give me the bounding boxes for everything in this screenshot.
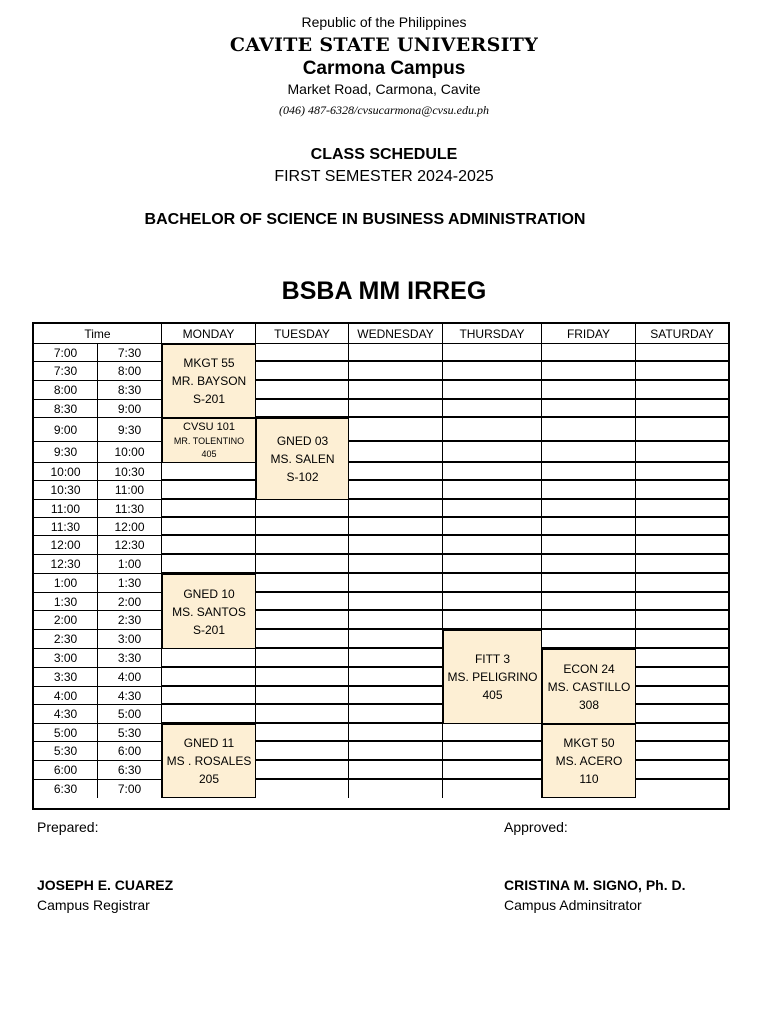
class-instructor: MS . ROSALES bbox=[166, 754, 252, 768]
class-room: 405 bbox=[482, 688, 503, 702]
class-instructor: MR. BAYSON bbox=[171, 374, 247, 388]
time-slot-start: 8:00 bbox=[34, 381, 98, 400]
time-slot-end: 1:30 bbox=[98, 574, 162, 593]
time-slot-end: 3:30 bbox=[98, 649, 162, 668]
time-slot-start: 9:00 bbox=[34, 418, 98, 442]
time-slot-start: 3:00 bbox=[34, 649, 98, 668]
class-code: MKGT 50 bbox=[563, 736, 615, 750]
program-name: BACHELOR OF SCIENCE IN BUSINESS ADMINISTRATION bbox=[144, 211, 586, 228]
time-slot-end: 6:00 bbox=[98, 742, 162, 761]
time-slot-end: 2:00 bbox=[98, 593, 162, 611]
campus-address: Market Road, Carmona, Cavite bbox=[287, 81, 481, 97]
time-slot-end: 8:00 bbox=[98, 362, 162, 381]
day-header-friday: FRIDAY bbox=[542, 324, 636, 344]
day-header-wednesday: WEDNESDAY bbox=[349, 324, 443, 344]
time-slot-end: 11:00 bbox=[98, 481, 162, 500]
time-slot-start: 7:00 bbox=[34, 344, 98, 362]
time-slot-start: 6:00 bbox=[34, 761, 98, 780]
time-slot-end: 11:30 bbox=[98, 500, 162, 518]
class-code: CVSU 101 bbox=[183, 421, 235, 433]
time-slot-end: 8:30 bbox=[98, 381, 162, 400]
class-code: GNED 10 bbox=[183, 586, 235, 601]
time-slot-end: 10:00 bbox=[98, 442, 162, 463]
time-slot-end: 10:30 bbox=[98, 463, 162, 481]
time-slot-start: 1:00 bbox=[34, 574, 98, 593]
class-room: 110 bbox=[579, 772, 599, 786]
time-slot-start: 8:30 bbox=[34, 400, 98, 418]
class-room: S-102 bbox=[286, 470, 319, 484]
prepared-label: Prepared: bbox=[37, 819, 99, 835]
time-slot-start: 1:30 bbox=[34, 593, 98, 611]
class-room: 405 bbox=[201, 449, 217, 459]
time-slot-start: 2:00 bbox=[34, 611, 98, 630]
class-block bbox=[162, 724, 256, 798]
class-code: GNED 11 bbox=[183, 736, 235, 750]
class-instructor: MS. ACERO bbox=[555, 754, 623, 768]
time-slot-end: 3:00 bbox=[98, 630, 162, 649]
time-column-header: Time bbox=[34, 324, 162, 344]
schedule-title: CLASS SCHEDULE bbox=[310, 146, 458, 163]
class-room: 205 bbox=[198, 772, 220, 786]
time-slot-start: 4:30 bbox=[34, 705, 98, 724]
time-slot-start: 5:30 bbox=[34, 742, 98, 761]
time-slot-end: 9:30 bbox=[98, 418, 162, 442]
class-instructor: MS. SANTOS bbox=[172, 604, 246, 619]
class-instructor: MS. SALEN bbox=[270, 452, 335, 466]
time-slot-start: 5:00 bbox=[34, 724, 98, 742]
time-slot-start: 12:30 bbox=[34, 555, 98, 574]
time-slot-start: 9:30 bbox=[34, 442, 98, 463]
class-block bbox=[162, 418, 256, 463]
class-code: FITT 3 bbox=[474, 652, 511, 666]
day-header-saturday: SATURDAY bbox=[636, 324, 728, 344]
time-slot-end: 7:00 bbox=[98, 780, 162, 798]
time-slot-start: 10:00 bbox=[34, 463, 98, 481]
time-slot-end: 2:30 bbox=[98, 611, 162, 630]
time-slot-start: 10:30 bbox=[34, 481, 98, 500]
day-header-thursday: THURSDAY bbox=[443, 324, 542, 344]
campus-contact: (046) 487-6328/cvsucarmona@cvsu.edu.ph bbox=[279, 103, 489, 117]
time-slot-end: 12:00 bbox=[98, 518, 162, 536]
day-header-monday: MONDAY bbox=[162, 324, 256, 344]
time-slot-end: 9:00 bbox=[98, 400, 162, 418]
class-code: MKGT 55 bbox=[183, 356, 235, 370]
registrar-name: JOSEPH E. CUAREZ bbox=[37, 877, 174, 893]
class-block bbox=[162, 574, 256, 649]
time-slot-start: 7:30 bbox=[34, 362, 98, 381]
time-slot-start: 2:30 bbox=[34, 630, 98, 649]
class-code: GNED 03 bbox=[276, 434, 329, 448]
time-slot-start: 6:30 bbox=[34, 780, 98, 798]
day-header-tuesday: TUESDAY bbox=[256, 324, 349, 344]
schedule-grid bbox=[32, 322, 730, 810]
class-instructor: MR. TOLENTINO bbox=[173, 436, 245, 446]
time-slot-end: 1:00 bbox=[98, 555, 162, 574]
time-slot-start: 11:00 bbox=[34, 500, 98, 518]
section-title: BSBA MM IRREG bbox=[281, 277, 487, 305]
time-slot-end: 4:30 bbox=[98, 687, 162, 705]
registrar-title: Campus Registrar bbox=[37, 897, 150, 913]
class-room: S-201 bbox=[192, 622, 226, 637]
class-block bbox=[542, 649, 636, 724]
university-name: CAVITE STATE UNIVERSITY bbox=[229, 34, 539, 56]
semester-label: FIRST SEMESTER 2024-2025 bbox=[274, 168, 494, 185]
administrator-title: Campus Adminsitrator bbox=[504, 897, 642, 913]
class-instructor: MS. PELIGRINO bbox=[447, 670, 538, 684]
time-slot-start: 3:30 bbox=[34, 668, 98, 687]
time-slot-end: 6:30 bbox=[98, 761, 162, 780]
time-slot-start: 11:30 bbox=[34, 518, 98, 536]
campus-name: Carmona Campus bbox=[302, 58, 466, 79]
time-slot-end: 7:30 bbox=[98, 344, 162, 362]
time-slot-start: 12:00 bbox=[34, 536, 98, 555]
class-room: 308 bbox=[578, 697, 600, 712]
class-block bbox=[542, 724, 636, 798]
class-block bbox=[443, 630, 542, 724]
class-code: ECON 24 bbox=[563, 661, 615, 676]
republic-label: Republic of the Philippines bbox=[301, 14, 467, 30]
time-slot-end: 4:00 bbox=[98, 668, 162, 687]
time-slot-start: 4:00 bbox=[34, 687, 98, 705]
time-slot-end: 5:00 bbox=[98, 705, 162, 724]
class-block bbox=[162, 344, 256, 418]
class-block bbox=[256, 418, 349, 500]
time-slot-end: 5:30 bbox=[98, 724, 162, 742]
time-slot-end: 12:30 bbox=[98, 536, 162, 555]
class-room: S-201 bbox=[192, 392, 226, 406]
approved-label: Approved: bbox=[504, 819, 568, 835]
administrator-name: CRISTINA M. SIGNO, Ph. D. bbox=[504, 877, 686, 893]
class-instructor: MS. CASTILLO bbox=[547, 679, 631, 694]
